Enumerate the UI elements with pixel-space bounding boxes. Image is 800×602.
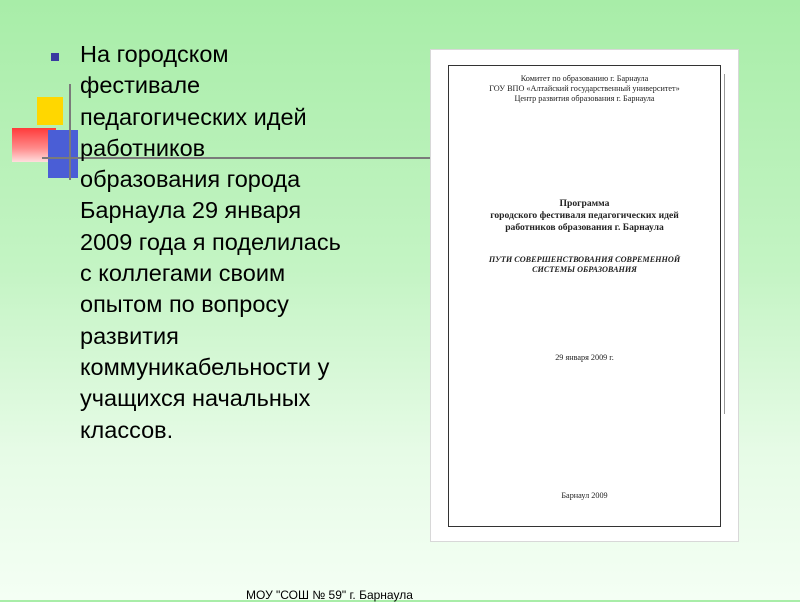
document-date: 29 января 2009 г. — [555, 353, 614, 362]
decor-blue-square — [48, 130, 78, 178]
document-scan-image — [430, 49, 739, 542]
decor-yellow-square — [37, 97, 63, 125]
bullet-square-icon — [51, 53, 59, 61]
slide-bullet-text: На городском фестивале педагогических идей работников образования города Барнаула 29 января 2009 года я поделилась с коллегами своим опытом по вопросу развития коммуникабельности у учащихся начальных классов. — [80, 41, 341, 443]
decor-vertical-line — [69, 84, 71, 180]
slide-footer: МОУ "СОШ № 59" г. Барнаула — [246, 588, 413, 602]
document-title: Программа городского фестиваля педагогических идей работников образования г. Барнаула — [490, 198, 679, 233]
document-page-frame — [448, 65, 721, 527]
document-city-year: Барнаул 2009 — [561, 491, 608, 500]
document-org-header: Комитет по образованию г. Барнаула ГОУ ВПО «Алтайский государственный университет» Центр развития образования г. Барнаула — [489, 74, 680, 103]
document-subtitle: ПУТИ СОВЕРШЕНСТВОВАНИЯ СОВРЕМЕННОЙ СИСТЕМЫ ОБРАЗОВАНИЯ — [488, 255, 681, 274]
